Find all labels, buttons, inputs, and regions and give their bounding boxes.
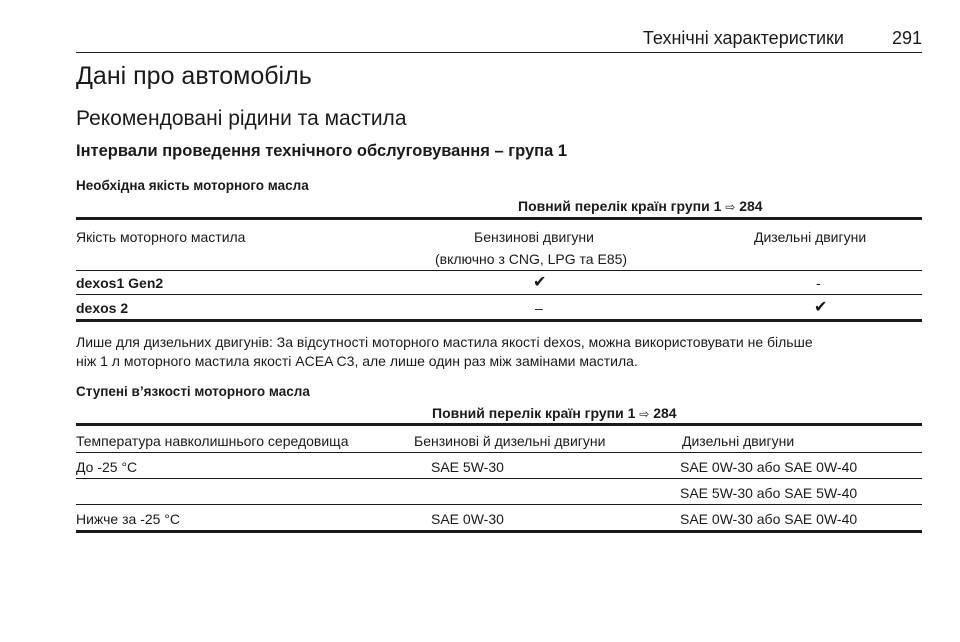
viscosity-row-temp: Нижче за -25 °C [76,511,181,527]
running-header-title: Технічні характеристики [642,28,844,48]
manual-page [76,0,922,642]
arrow-right-icon: ⇨ [725,200,736,214]
oil-row-diesel: - [816,275,821,291]
running-header [76,24,922,53]
table-rule [76,530,922,533]
viscosity-row-diesel: SAE 0W-30 або SAE 0W-40 [680,459,858,475]
oil-row-name: dexos 2 [76,300,129,316]
viscosity-row-diesel: SAE 5W-30 або SAE 5W-40 [680,485,858,501]
table-rule [76,452,922,453]
table-rule [76,319,922,322]
diesel-oil-note [76,333,922,371]
table-rule [76,423,922,426]
arrow-right-icon: ⇨ [639,407,650,421]
viscosity-title: Ступені в’язкості моторного масла [76,384,310,399]
note-line: Лише для дизельних двигунів: За відсутності моторного мастила якості dexos, можна використовувати не більше [76,334,813,350]
column-header-petrol: Бензинові двигуни [474,229,594,245]
oil-row-petrol: – [535,300,543,316]
oil-row-name: dexos1 Gen2 [76,275,164,291]
service-interval-heading: Інтервали проведення технічного обслуговування – група 1 [76,142,568,160]
column-header-note: (включно з CNG, LPG та E85) [435,251,628,267]
column-header-petrol-diesel: Бензинові й дизельні двигуни [414,433,606,449]
reference-page: 284 [653,405,677,421]
oil-quality-title: Необхідна якість моторного масла [76,178,309,193]
reference-text: Повний перелік країн групи 1 [518,198,722,214]
page-number: 291 [891,28,922,48]
table-rule [76,294,922,295]
viscosity-row-temp: До -25 °C [76,459,138,475]
table-rule [76,504,922,505]
table-rule [76,478,922,479]
column-header-diesel: Дизельні двигуни [682,433,795,449]
viscosity-row-petrol-diesel: SAE 0W-30 [431,511,504,527]
viscosity-row-diesel: SAE 0W-30 або SAE 0W-40 [680,511,858,527]
reference-text: Повний перелік країн групи 1 [432,405,636,421]
column-header-temperature: Температура навколишнього середовища [76,433,349,449]
check-icon: ✔ [533,274,547,291]
note-line: ніж 1 л моторного мастила якості ACEA C3, але лише один раз між замінами мастила. [76,353,638,369]
check-icon: ✔ [814,299,828,316]
country-list-reference[interactable] [432,404,677,423]
table-rule [76,217,922,220]
table-rule [76,270,922,271]
section-heading: Дані про автомобіль [76,62,312,90]
country-list-reference[interactable] [518,197,763,216]
column-header-oil-quality: Якість моторного мастила [76,229,246,245]
subsection-heading: Рекомендовані рідини та мастила [76,107,407,130]
column-header-diesel: Дизельні двигуни [754,229,867,245]
viscosity-row-petrol-diesel: SAE 5W-30 [431,459,504,475]
reference-page: 284 [739,198,763,214]
